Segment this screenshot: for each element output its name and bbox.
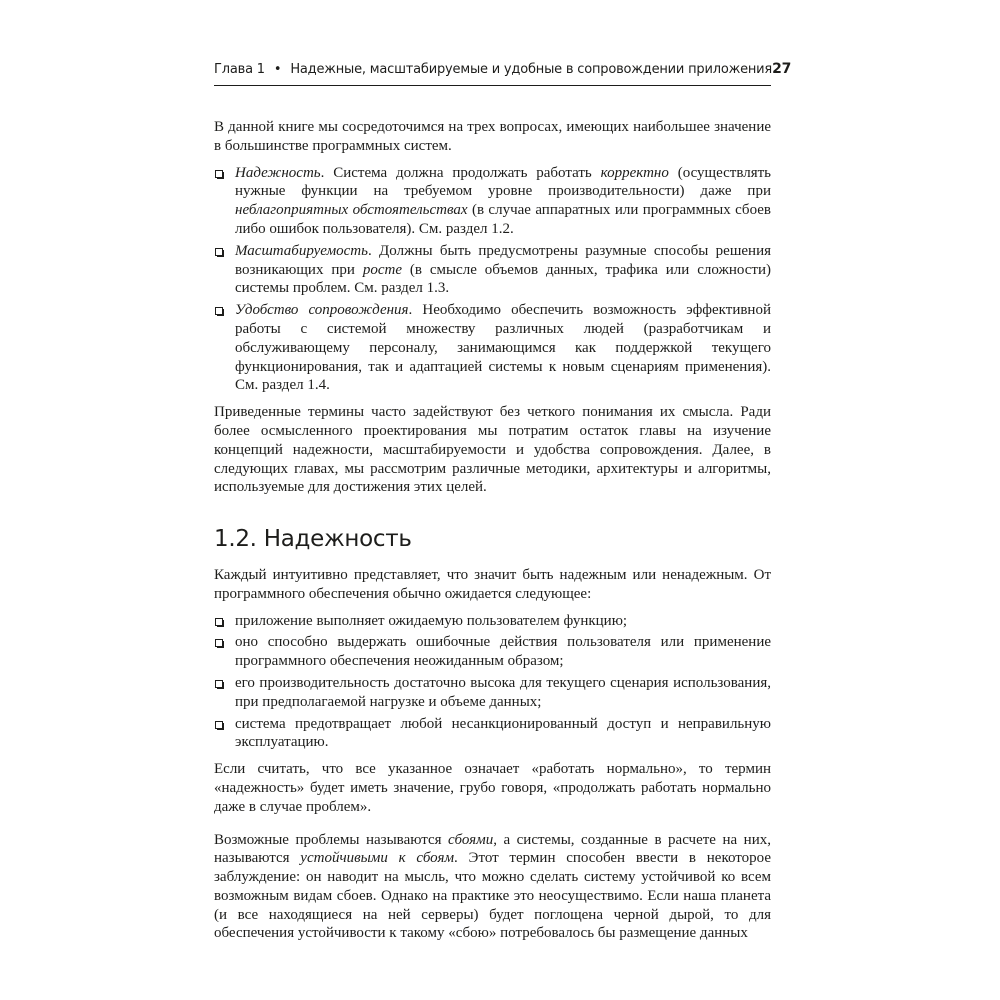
reliability-lead-paragraph: Каждый интуитивно представляет, что значит быть надежным или ненадежным. От программного обеспечения обычно ожидается следующее: (214, 566, 771, 602)
list-item (214, 633, 771, 671)
checkbox-bullet-icon (215, 307, 223, 315)
list-item-text: оно способно выдержать ошибочные действия пользователя или применение программного обеспечения неожиданным образом; (235, 634, 771, 670)
emphasis: корректно (600, 164, 669, 181)
intro-paragraph: В данной книге мы сосредоточимся на трех вопросах, имеющих наибольшее значение в большинстве программных систем. (214, 119, 771, 154)
paragraph-text: Возможные проблемы называются (214, 831, 449, 848)
list-item-text: . Необходимо обеспечить возможность эффективной работы с системой множеству различных людей (разработчикам и обслуживающему персоналу, занимающимся как поддержкой текущего функционирования, так и адаптацией системы к новым сценариям применения). См. раздел 1.4. (235, 302, 771, 394)
faults-paragraph (214, 831, 771, 944)
term-maintainability: Удобство сопровождения (235, 302, 409, 319)
chapter-label: Глава 1 (214, 62, 265, 77)
paragraph-text: . Этот термин способен ввести в некоторое заблуждение: он наводит на мысль, что можно сделать систему устойчивой ко всем возможным видам сбоев. Однако на практике это неосуществимо. Если наша планета (и все находящиеся на ней серверы) будет поглощена черной дырой, то для обеспечения устойчивости к такому «сбою» потребовалось бы размещение данных (214, 850, 771, 942)
paragraph-text: , а системы, созданные в расчете на них, называются (214, 831, 771, 867)
header-bullet: • (273, 62, 282, 77)
checkbox-bullet-icon (215, 170, 223, 178)
checkbox-bullet-icon (215, 680, 223, 688)
list-item (214, 164, 771, 239)
term-reliability: Надежность (235, 164, 321, 181)
chapter-title: Надежные, масштабируемые и удобные в сопровождении приложения (290, 62, 773, 77)
normal-work-paragraph: Если считать, что все указанное означает «работать нормально», то термин «надежность» будет иметь значение, грубо говоря, «продолжать работать нормально даже в случае проблем». (214, 761, 771, 815)
list-item (214, 301, 771, 395)
checkbox-bullet-icon (215, 248, 223, 256)
page-body (214, 118, 771, 943)
list-item-text: (в случае аппаратных или программных сбоев либо ошибок пользователя). См. раздел 1.2. (235, 202, 771, 237)
expectations-list (214, 612, 771, 753)
checkbox-bullet-icon (215, 639, 223, 647)
running-header (214, 61, 792, 79)
terms-paragraph: Приведенные термины часто задействуют без четкого понимания их смысла. Ради более осмысленного проектирования мы потратим остаток главы на изучение концепций надежности, масштабируемости и удобства сопровождения. Далее, в следующих главах, мы рассмотрим различные методики, архитектуры и алгоритмы, используемые для достижения этих целей. (214, 404, 771, 496)
list-item-text: (осуществлять нужные функции на требуемом уровне производительности) даже при (235, 164, 771, 200)
checkbox-bullet-icon (215, 618, 223, 626)
list-item-text: . Система должна продолжать работать (320, 164, 601, 181)
list-item (214, 715, 771, 753)
list-item-text: его производительность достаточно высока для текущего сценария использования, при предполагаемой нагрузке и объеме данных; (235, 674, 771, 710)
term-scalability: Масштабируемость (235, 242, 368, 259)
emphasis: неблагоприятных обстоятельствах (235, 202, 468, 219)
list-item (214, 674, 771, 712)
checkbox-bullet-icon (215, 721, 223, 729)
list-item (214, 612, 771, 631)
header-rule (214, 85, 771, 86)
emphasis: сбоями (448, 831, 494, 848)
concerns-list (214, 164, 771, 396)
list-item-text: приложение выполняет ожидаемую пользователем функцию; (235, 612, 628, 629)
emphasis: устойчивыми к сбоям (300, 850, 455, 867)
list-item-text: . Должны быть предусмотрены разумные способы решения возникающих при (235, 242, 771, 278)
list-item-text: система предотвращает любой несанкционированный доступ и неправильную эксплуатацию. (235, 715, 771, 751)
list-item-text: (в смысле объемов данных, трафика или сложности) системы проблем. См. раздел 1.3. (235, 261, 771, 297)
emphasis: росте (362, 261, 402, 278)
page-number: 27 (772, 61, 792, 77)
section-heading: 1.2. Надежность (214, 526, 412, 553)
list-item (214, 242, 771, 298)
